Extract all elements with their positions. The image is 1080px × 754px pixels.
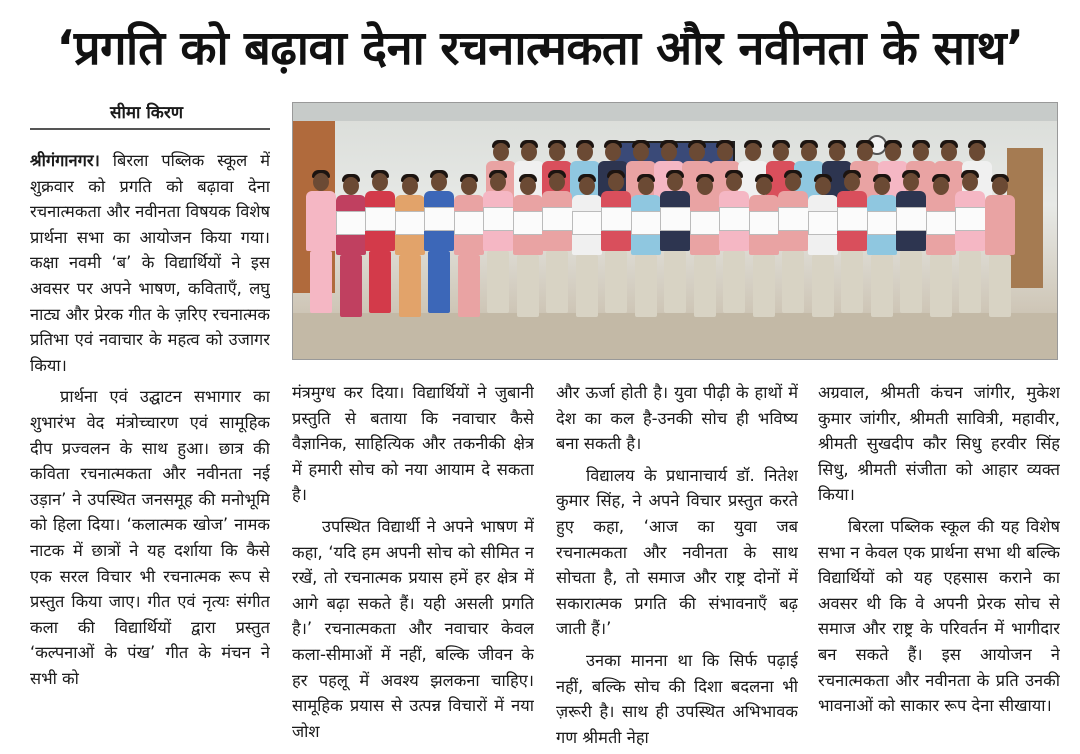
article-paragraph: अग्रवाल, श्रीमती कंचन जांगीर, मुकेश कुमार जांगीर, श्रीमती सावित्री, महावीर, श्रीमती सुखदीप कौर सिधु हरवीर सिंह सिधु, श्रीमती संजीता को आहार व्यक्त किया। [818, 383, 1060, 505]
article-paragraph: उपस्थित विद्यार्थी ने अपने भाषण में कहा, ‘यदि हम अपनी सोच को सीमित न रखें, तो रचनात्मक प्रयास हमें हर क्षेत्र में आगे बढ़ा सकते हैं। यही असली प्रगति है।’ रचनात्मकता और नवाचार केवल कला-सीमाओं में नहीं, बल्कि जीवन के हर पहलू में अवश्य झलकना चाहिए। सामूहिक प्रयास से उत्पन्न विचारों में नया जोश [292, 516, 534, 741]
article-paragraph: विद्यालय के प्रधानाचार्य डॉ. नितेश कुमार सिंह, ने अपने विचार प्रस्तुत करते हुए कहा, ‘आज का युवा जब रचनात्मकता और नवीनता के साथ सोचता है, तो समाज और राष्ट्र दोनों में सकारात्मक प्रगति की संभावनाएँ बढ़ जाती हैं।’ [556, 465, 798, 639]
article-column-1 [30, 148, 270, 748]
paragraph-text: बिरला पब्लिक स्कूल में शुक्रवार को प्रगति को बढ़ावा देना रचनात्मकता और नवीनता विषयक विशेष प्रार्थना सभा का आयोजन किया गया। कक्षा नवमी ‘ब’ के विद्यार्थियों ने इस अवसर पर अपने भाषण, कविताएँ, लघु नाट्य और प्रेरक गीत के ज़रिए रचनात्मक प्रतिभा एवं नवाचार के महत्व को उजागर किया। [30, 151, 270, 375]
byline: सीमा किरण [30, 98, 270, 130]
dateline: श्रीगंगानगर। [30, 151, 100, 170]
article-paragraph: और ऊर्जा होती है। युवा पीढ़ी के हाथों में देश का कल है-उनकी सोच ही भविष्य बना सकती है। [556, 383, 798, 454]
article-paragraph: प्रार्थना एवं उद्घाटन सभागार का शुभारंभ वेद मंत्रोच्चारण एवं सामूहिक दीप प्रज्वलन के साथ हुआ। छात्र की कविता रचनात्मकता और नवीनता नई उड़ान’ ने उपस्थित जनसमूह की मनोभूमि को हिला दिया। ‘कलात्मक खोज’ नामक नाटक में छात्रों ने यह दर्शाया कि कैसे एक सरल विचार भी रचनात्मक रूप से प्रस्तुत किया जाए। गीत एवं नृत्यः संगीत कला की विद्यार्थियों द्वारा प्रस्तुत ‘कल्पनाओं के पंख’ गीत के मंचन ने सभी को [30, 387, 270, 688]
news-photo [292, 102, 1058, 360]
floor [293, 313, 1057, 360]
article-paragraph: बिरला पब्लिक स्कूल की यह विशेष सभा न केवल एक प्रार्थना सभा थी बल्कि विद्यार्थियों को यह एहसास कराने का अवसर थी कि वे अपनी प्रेरक सोच से समाज और राष्ट्र के परिवर्तन में भागीदार बन सकते हैं। इस आयोजन ने रचनात्मकता और नवीनता के प्रति उनकी भावनाओं को साकार रूप देना सीखाया। [818, 516, 1060, 716]
headline: ‘प्रगति को बढ़ावा देना रचनात्मकता और नवीनता के साथ’ [56, 21, 1024, 76]
article-paragraph: उनका मानना था कि सिर्फ पढ़ाई नहीं, बल्कि सोच की दिशा बदलना भी ज़रूरी है। साथ ही उपस्थित अभिभावक गण श्रीमती नेहा [556, 650, 798, 747]
article-column-2 [292, 380, 534, 752]
article-paragraph: मंत्रमुग्ध कर दिया। विद्यार्थियों ने जुबानी प्रस्तुति से बताया कि नवाचार कैसे वैज्ञानिक, साहित्यिक और तकनीकी क्षेत्र में हमारी सोच को नया आयाम दे सकता है। [292, 383, 534, 505]
article-column-3 [556, 380, 798, 752]
article-column-4 [818, 380, 1060, 752]
article-paragraph [30, 148, 270, 378]
ceiling [293, 103, 1057, 121]
